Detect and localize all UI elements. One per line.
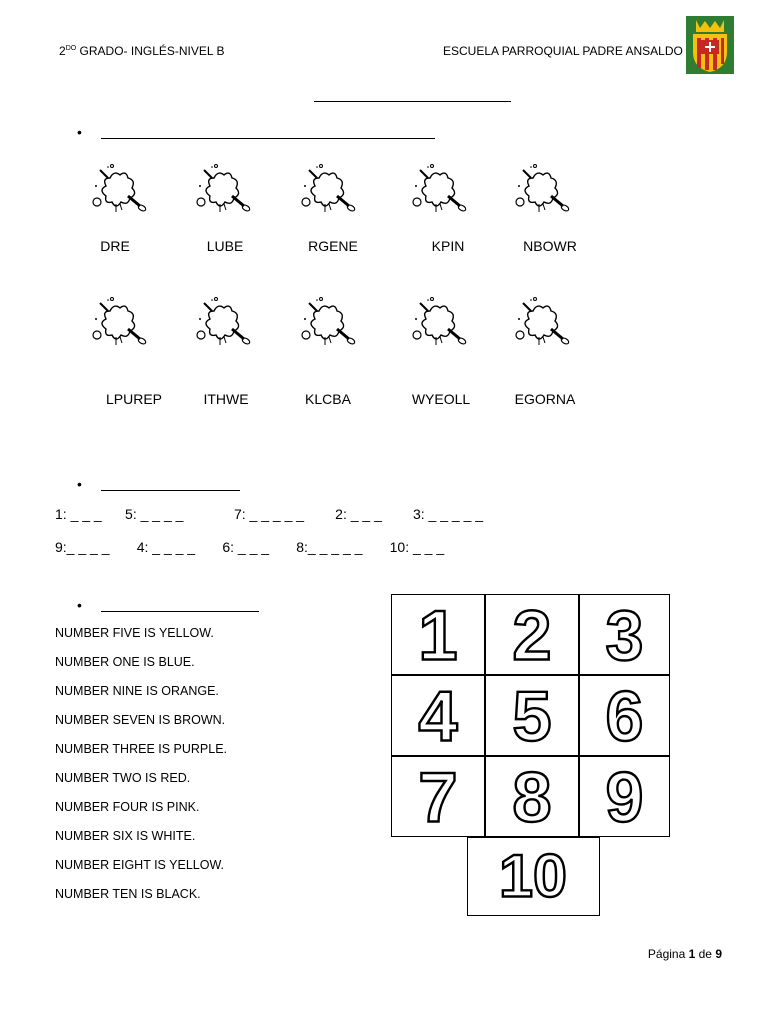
outline-number-6: 6	[605, 676, 644, 755]
outline-number-4: 4	[418, 676, 458, 755]
color-instruction: NUMBER EIGHT IS YELLOW.	[55, 858, 225, 872]
number-cell-4	[391, 675, 485, 756]
color-instruction: NUMBER FIVE IS YELLOW.	[55, 626, 214, 640]
color-instruction: NUMBER FOUR IS PINK.	[55, 800, 200, 814]
outline-number-1: 1	[418, 595, 458, 674]
outline-number-8: 8	[512, 757, 552, 836]
color-instruction: NUMBER ONE IS BLUE.	[55, 655, 195, 669]
outline-number-10: 10	[499, 841, 567, 910]
outline-number-2: 2	[512, 595, 552, 674]
color-instruction: NUMBER NINE IS ORANGE.	[55, 684, 219, 698]
number-cell-1	[391, 594, 485, 675]
total-pages: 9	[715, 947, 722, 961]
number-cell-3	[579, 594, 670, 675]
paint-splash-icon	[511, 160, 571, 220]
paint-splash-icon	[192, 293, 252, 353]
number-cell-2	[485, 594, 579, 675]
paint-splash-icon	[297, 293, 357, 353]
paint-splash-icon	[297, 160, 357, 220]
color-instruction: NUMBER TEN IS BLACK.	[55, 887, 201, 901]
bullet-section-3: •	[77, 597, 82, 613]
section-1-instruction-line	[101, 138, 435, 139]
bullet-section-2: •	[77, 476, 82, 492]
school-name: ESCUELA PARROQUIAL PADRE ANSALDO	[443, 44, 683, 58]
grade-header	[59, 44, 224, 58]
paint-splash-icon	[408, 293, 468, 353]
grade-text: GRADO- INGLÉS-NIVEL B	[76, 44, 225, 58]
paint-splash-icon	[192, 160, 252, 220]
number-cell-8	[485, 756, 579, 837]
scrambled-word: RGENE	[308, 238, 358, 254]
number-cell-6	[579, 675, 670, 756]
number-cell-9	[579, 756, 670, 837]
scrambled-word: KPIN	[431, 238, 465, 254]
paint-splash-icon	[88, 160, 148, 220]
outline-number-9: 9	[605, 757, 644, 836]
color-instruction: NUMBER SEVEN IS BROWN.	[55, 713, 226, 727]
grade-number: 2	[59, 44, 66, 58]
section-2-instruction-line	[101, 490, 240, 491]
color-instruction: NUMBER SIX IS WHITE.	[55, 829, 196, 843]
paint-splash-icon	[408, 160, 468, 220]
title-blank-line	[314, 101, 511, 102]
paint-splash-icon	[88, 293, 148, 353]
scrambled-word: KLCBA	[305, 391, 351, 407]
number-blanks-row-2: 9:_ _ _ _ 4: _ _ _ _ 6: _ _ _ 8:_ _ _ _ _ 10: _ _ _	[55, 539, 445, 555]
number-cell-5	[485, 675, 579, 756]
scrambled-word: LUBE	[206, 238, 244, 254]
scrambled-word: DRE	[100, 238, 130, 254]
current-page: 1	[688, 947, 696, 961]
scrambled-word: EGORNA	[514, 391, 576, 407]
color-instruction: NUMBER TWO IS RED.	[55, 771, 191, 785]
scrambled-word: NBOWR	[523, 238, 577, 254]
scrambled-word: LPUREP	[105, 391, 163, 407]
paint-splash-icon	[511, 293, 571, 353]
scrambled-word: WYEOLL	[411, 391, 471, 407]
page-label: Página	[647, 947, 689, 961]
bullet-section-1: •	[77, 124, 82, 140]
number-blanks-row-1: 1: _ _ _ 5: _ _ _ _ 7: _ _ _ _ _ 2: _ _ _ 3: _ _ _ _ _	[55, 506, 484, 522]
number-cell-7	[391, 756, 485, 837]
outline-number-3: 3	[605, 595, 644, 674]
outline-number-5: 5	[512, 676, 552, 755]
color-instruction: NUMBER THREE IS PURPLE.	[55, 742, 228, 756]
section-3-instruction-line	[101, 611, 259, 612]
grade-superscript: DO	[65, 45, 77, 52]
scrambled-word: ITHWE	[203, 391, 249, 407]
page-counter	[648, 947, 722, 961]
outline-number-7: 7	[418, 757, 458, 836]
number-cell-10	[467, 837, 600, 916]
page-of: de	[695, 947, 716, 961]
school-crest-icon	[686, 16, 734, 74]
